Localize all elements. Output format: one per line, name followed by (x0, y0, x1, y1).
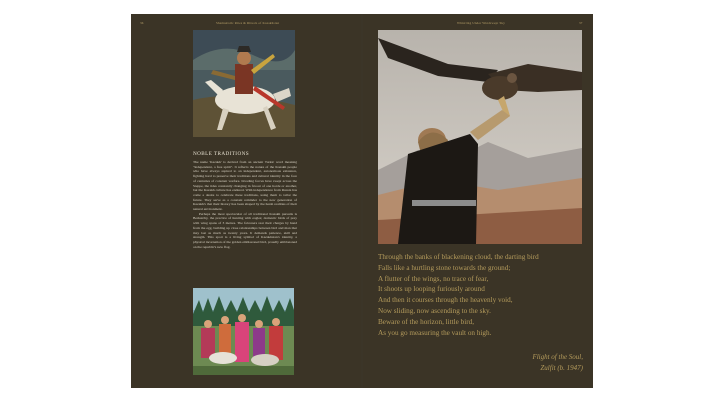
right-running-head: Whistling Under Windswept Sky (457, 21, 506, 25)
poem-line: As you go measuring the vault on high. (378, 328, 492, 337)
article-body (193, 160, 297, 249)
poem-line: Falls like a hurtling stone towards the ground; (378, 263, 511, 272)
gutter (361, 14, 363, 388)
eagle-hunter-photo (378, 30, 582, 244)
caption-title: Flight of the Soul, (532, 353, 583, 361)
book-spread (131, 14, 593, 388)
procession-painting (193, 288, 294, 375)
caption-author: Zulfit (b. 1947) (540, 363, 583, 372)
poem-line: Through the banks of blackening cloud, the darting bird (378, 253, 539, 261)
horseman-painting (193, 30, 295, 137)
poem-line: Beware of the horizon, little bird, (378, 317, 475, 326)
poem-caption (532, 352, 583, 373)
poem-line: A flutter of the wings, no trace of fear, (378, 274, 489, 283)
poem-line: Now sliding, now ascending to the sky. (378, 306, 491, 315)
poem-line: And then it courses through the heavenly void, (378, 296, 513, 305)
poem (378, 252, 584, 338)
right-page-number: 37 (579, 21, 583, 25)
paragraph: Perhaps the most spectacular of all traditional Kazakh pursuits is Berkutchy, the practice of hunting with eagles; domestic birds of prey with wing spans of 3 metres. The falconers rear their charges by hand from the egg, building up close relationships between bird and man that may last as much as twenty years. It demands patience, skill and strength. This sport is a living symbol of Kazakhstan's identity, a physical incarnation of the golden emblazoned bird, proudly emblazoned on the republic's new flag. (193, 211, 297, 249)
left-running-head: Shamanism: Rites & Rituals of Kazakhstan (216, 21, 280, 25)
paragraph: The name 'Kazakh' is derived from an ancient Turkic word meaning "independent, a free spirit". It reflects the nature of the Kazakh people who have always aspired to an independent, autonomous existence, fighting hard to preserve their traditions and cultural identity in the face of centuries of constant warfare. Invading forces have swept across the Steppe, the tides constantly changing in favour of one horde or another, but the Kazakh culture has endured. With independence from Russia has come a desire to celebrate these traditions, using them to tailor the future. They serve as a constant reminder to the new generation of Kazakh's that their history has been shaped by the harsh realities of their natural environment. (193, 160, 297, 212)
left-page-number: 36 (140, 21, 144, 25)
poem-line: It shoots up looping furiously around (378, 285, 485, 294)
section-title: NOBLE TRADITIONS (193, 151, 250, 157)
